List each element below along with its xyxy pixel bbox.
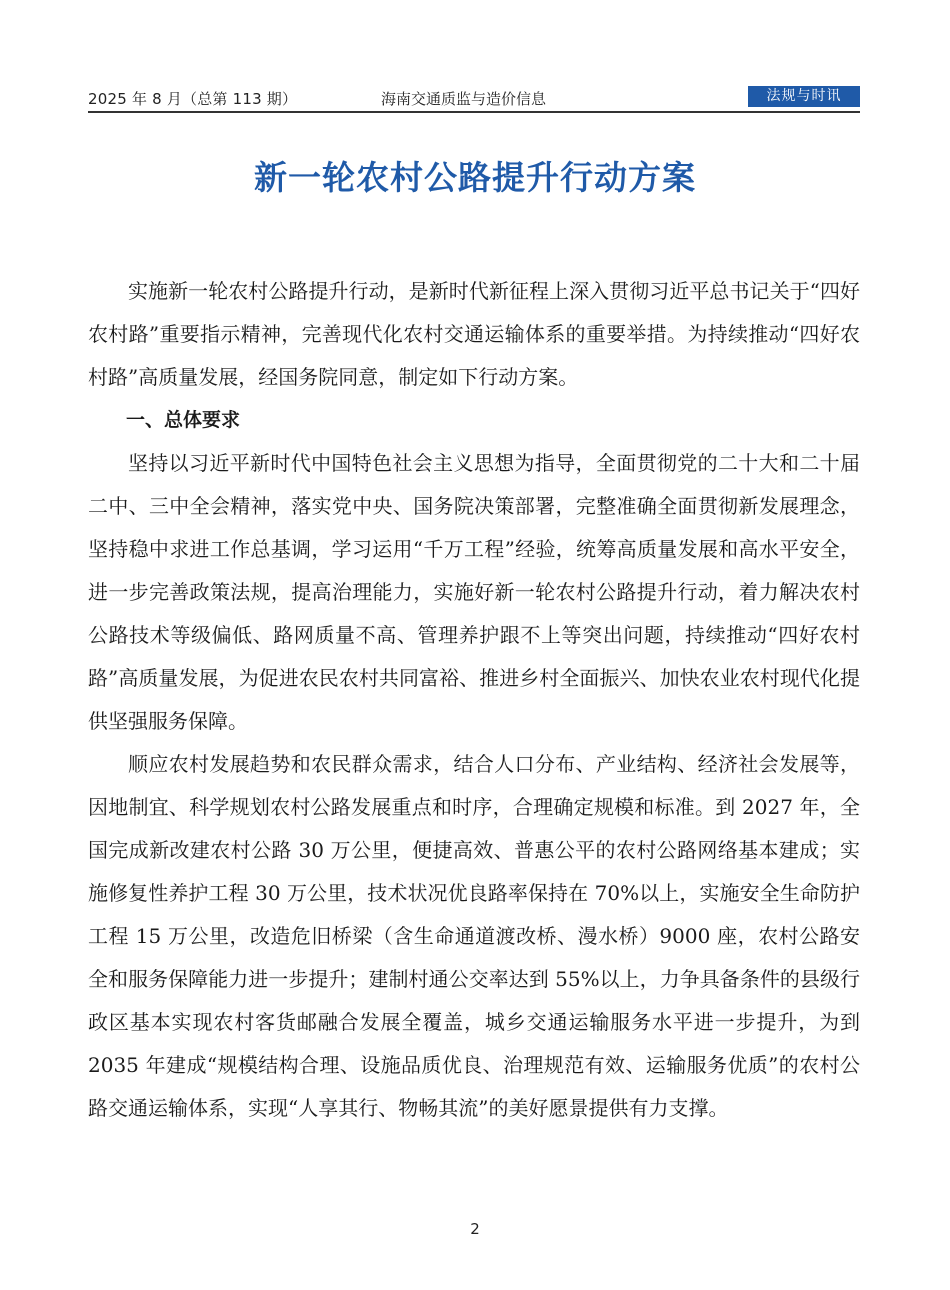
- body-paragraph: 顺应农村发展趋势和农民群众需求，结合人口分布、产业结构、经济社会发展等，因地制宜、科学规划农村公路发展重点和时序，合理确定规模和标准。到 2027 年，全国完成新改建农村公路 30 万公里，便捷高效、普惠公平的农村公路网络基本建成；实施修复性养护工程 30 万公里，技术状况优良路率保持在 70%以上，实施安全生命防护工程 15 万公里，改造危旧桥梁（含生命通道渡改桥、漫水桥）9000 座，农村公路安全和服务保障能力进一步提升；建制村通公交率达到 55%以上，力争具备条件的县级行政区基本实现农村客货邮融合发展全覆盖，城乡交通运输服务水平进一步提升，为到 2035 年建成“规模结构合理、设施品质优良、治理规范有效、运输服务优质”的农村公路交通运输体系，实现“人享其行、物畅其流”的美好愿景提供有力支撑。: [88, 752, 860, 1120]
- journal-name: 海南交通质监与造价信息: [381, 90, 547, 108]
- section-heading: 一、总体要求: [126, 409, 241, 431]
- article-title: 新一轮农村公路提升行动方案: [254, 158, 696, 197]
- body-paragraph: 坚持以习近平新时代中国特色社会主义思想为指导，全面贯彻党的二十大和二十届二中、三中全会精神，落实党中央、国务院决策部署，完整准确全面贯彻新发展理念，坚持稳中求进工作总基调，学习运用“千万工程”经验，统筹高质量发展和高水平安全，进一步完善政策法规，提高治理能力，实施好新一轮农村公路提升行动，着力解决农村公路技术等级偏低、路网质量不高、管理养护跟不上等突出问题，持续推动“四好农村路”高质量发展，为促进农民农村共同富裕、推进乡村全面振兴、加快农业农村现代化提供坚强服务保障。: [88, 451, 860, 733]
- page-header: [88, 86, 860, 112]
- section-badge: 法规与时讯: [748, 86, 860, 107]
- issue-label: 2025 年 8 月（总第 113 期）: [88, 90, 298, 108]
- article-body: [88, 270, 860, 1130]
- page-number: 2: [470, 1220, 480, 1238]
- header-divider: [88, 111, 860, 113]
- intro-paragraph: 实施新一轮农村公路提升行动，是新时代新征程上深入贯彻习近平总书记关于“四好农村路”重要指示精神，完善现代化农村交通运输体系的重要举措。为持续推动“四好农村路”高质量发展，经国务院同意，制定如下行动方案。: [88, 279, 860, 389]
